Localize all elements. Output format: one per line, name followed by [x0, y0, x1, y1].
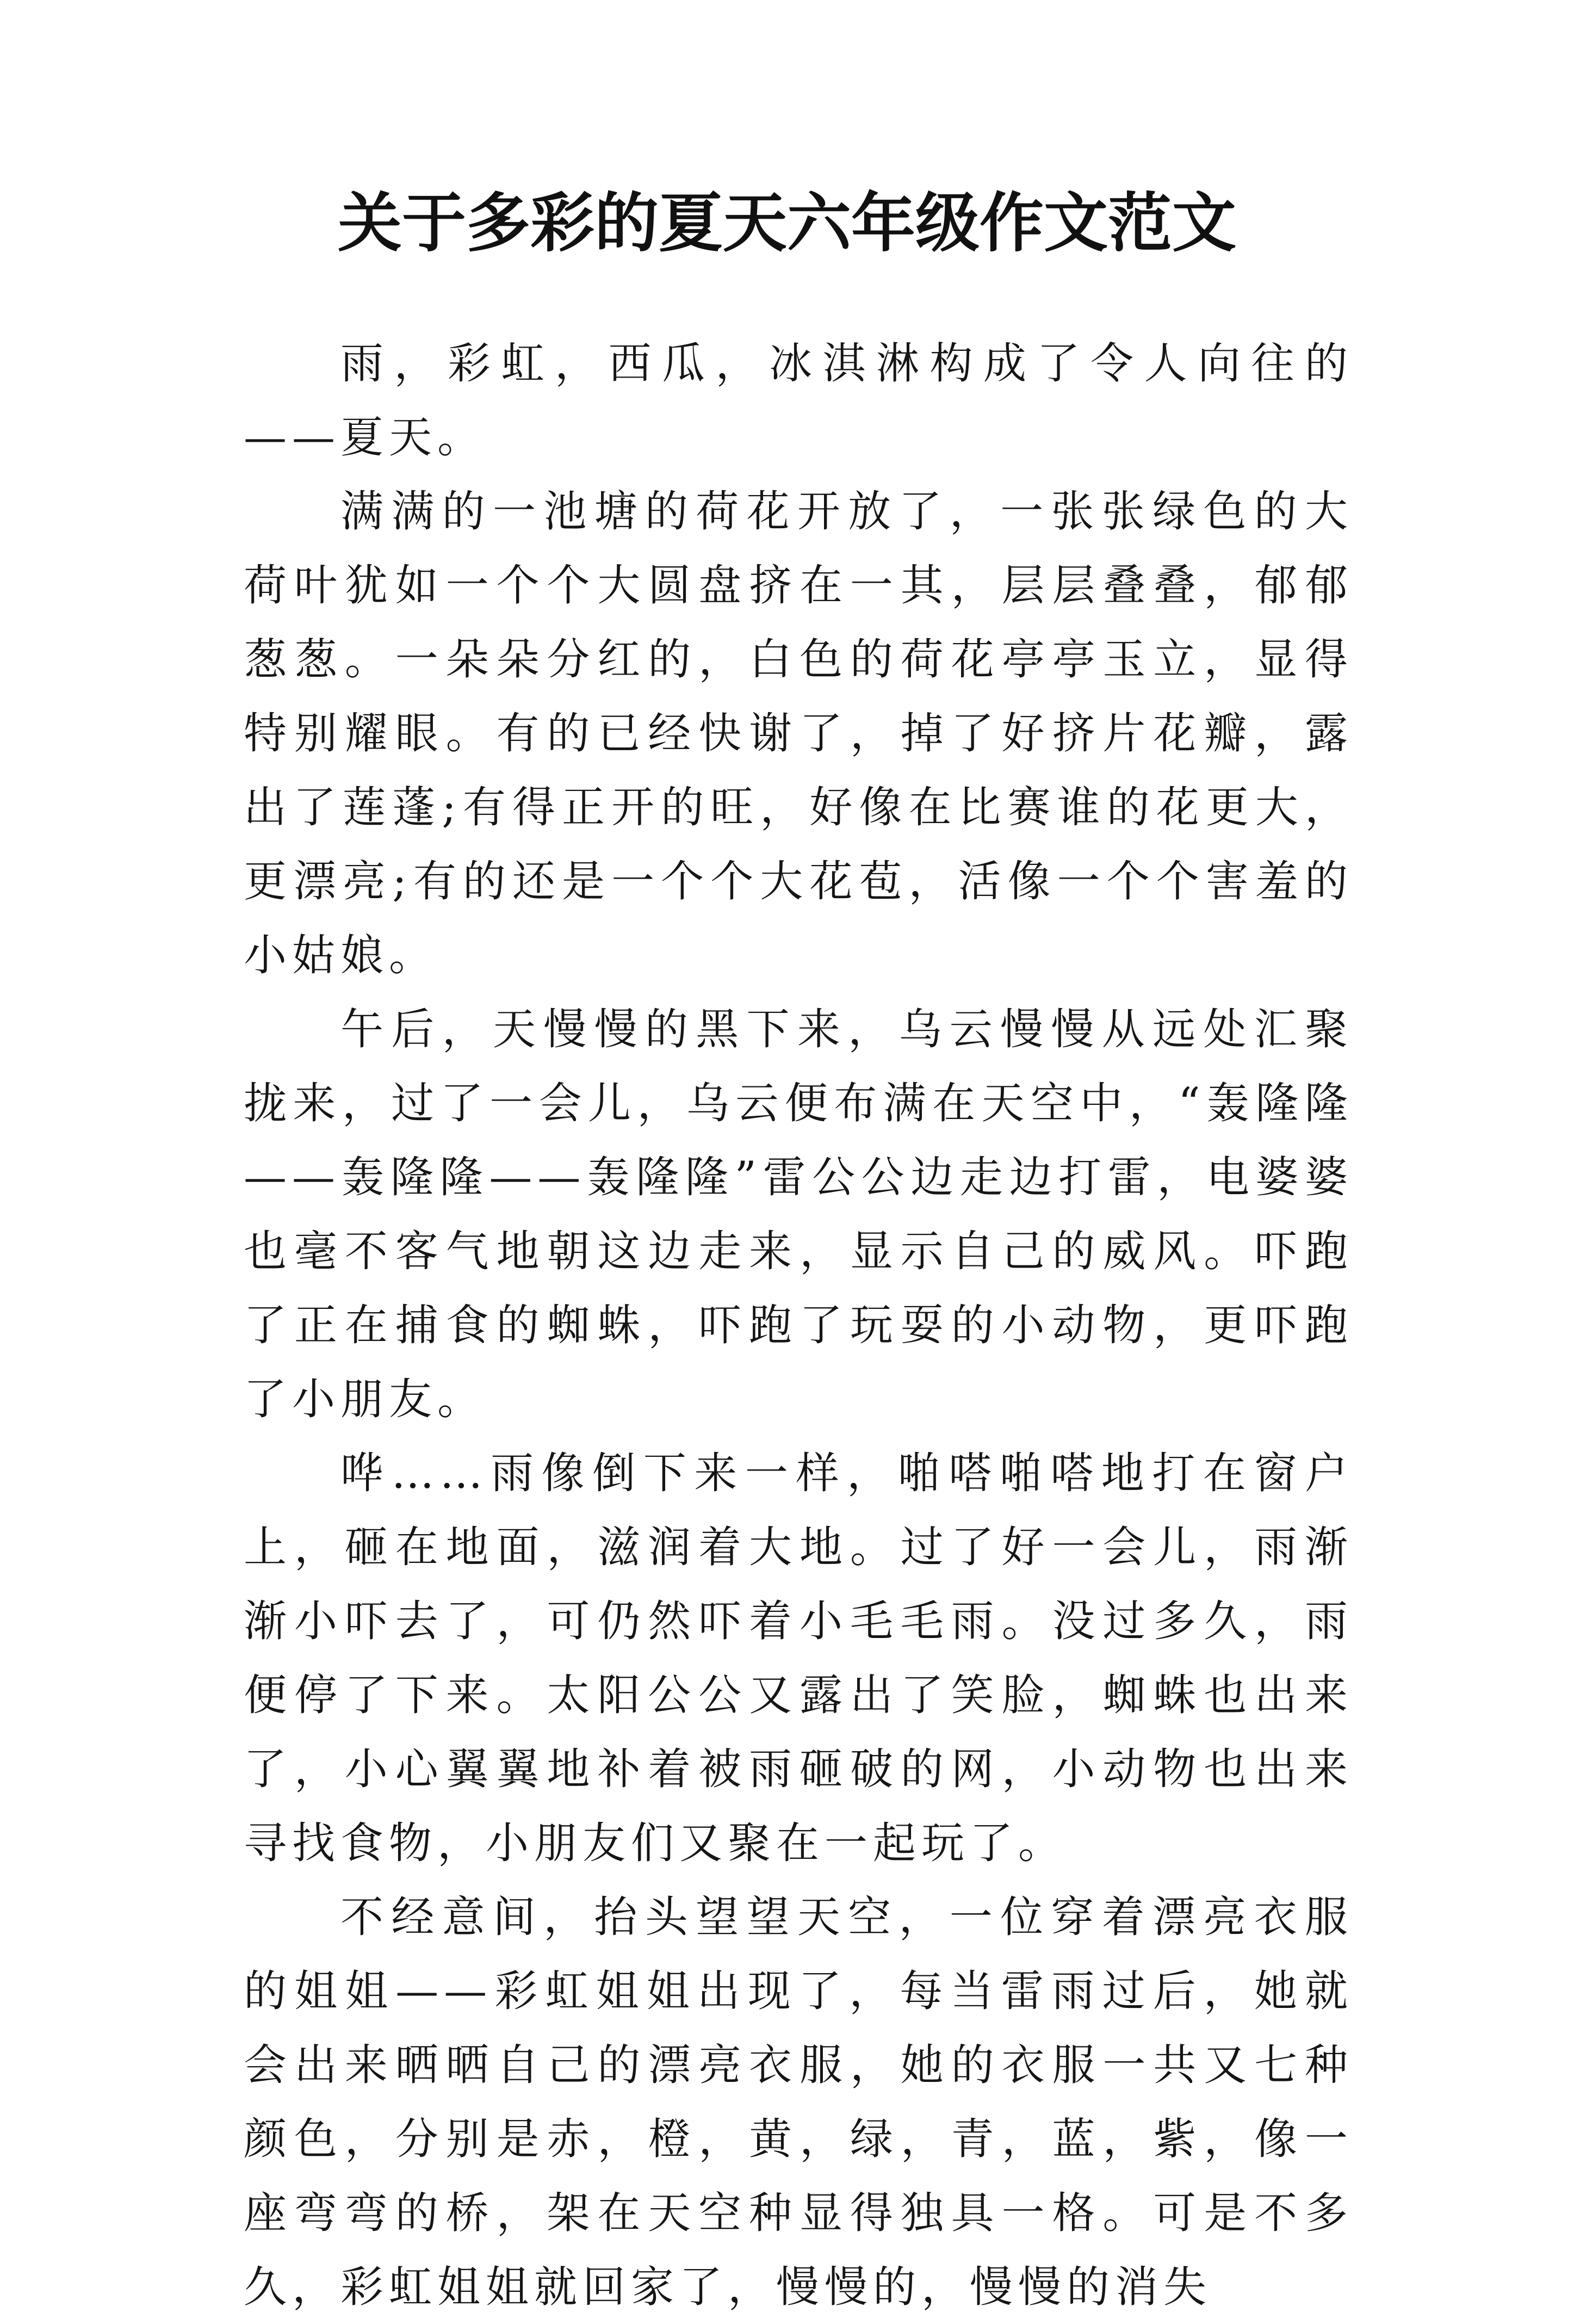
paragraph: 午后，天慢慢的黑下来，乌云慢慢从远处汇聚拢来，过了一会儿，乌云便布满在天空中，“轰隆隆——轰隆隆——轰隆隆”雷公公边走边打雷，电婆婆也毫不客气地朝这边走来，显示自己的威风。吓跑了正在捕食的蜘蛛，吓跑了玩耍的小动物，更吓跑了小朋友。: [244, 1004, 1353, 1424]
paragraph: 不经意间，抬头望望天空，一位穿着漂亮衣服的姐姐——彩虹姐姐出现了，每当雷雨过后，她就会出来晒晒自己的漂亮衣服，她的衣服一共又七种颜色，分别是赤，橙，黄，绿，青，蓝，紫，像一座弯弯的桥，架在天空种显得独具一格。可是不多久，彩虹姐姐就回家了，慢慢的，慢慢的消失: [244, 1892, 1353, 2312]
paragraph: 哗……雨像倒下来一样，啪嗒啪嗒地打在窗户上，砸在地面，滋润着大地。过了好一会儿，雨渐渐小吓去了，可仍然吓着小毛毛雨。没过多久，雨便停了下来。太阳公公又露出了笑脸，蜘蛛也出来了，小心翼翼地补着被雨砸破的网，小动物也出来寻找食物，小朋友们又聚在一起玩了。: [244, 1448, 1353, 1868]
document-body: [244, 326, 1353, 2324]
paragraph: 满满的一池塘的荷花开放了，一张张绿色的大荷叶犹如一个个大圆盘挤在一其，层层叠叠，郁郁葱葱。一朵朵分红的，白色的荷花亭亭玉立，显得特别耀眼。有的已经快谢了，掉了好挤片花瓣，露出了莲蓬;有得正开的旺，好像在比赛谁的花更大，更漂亮;有的还是一个个大花苞，活像一个个害羞的小姑娘。: [244, 486, 1353, 980]
paragraph: 雨，彩虹，西瓜，冰淇淋构成了令人向往的——夏天。: [244, 338, 1353, 462]
document-title: 关于多彩的夏天六年级作文范文: [337, 185, 1236, 261]
